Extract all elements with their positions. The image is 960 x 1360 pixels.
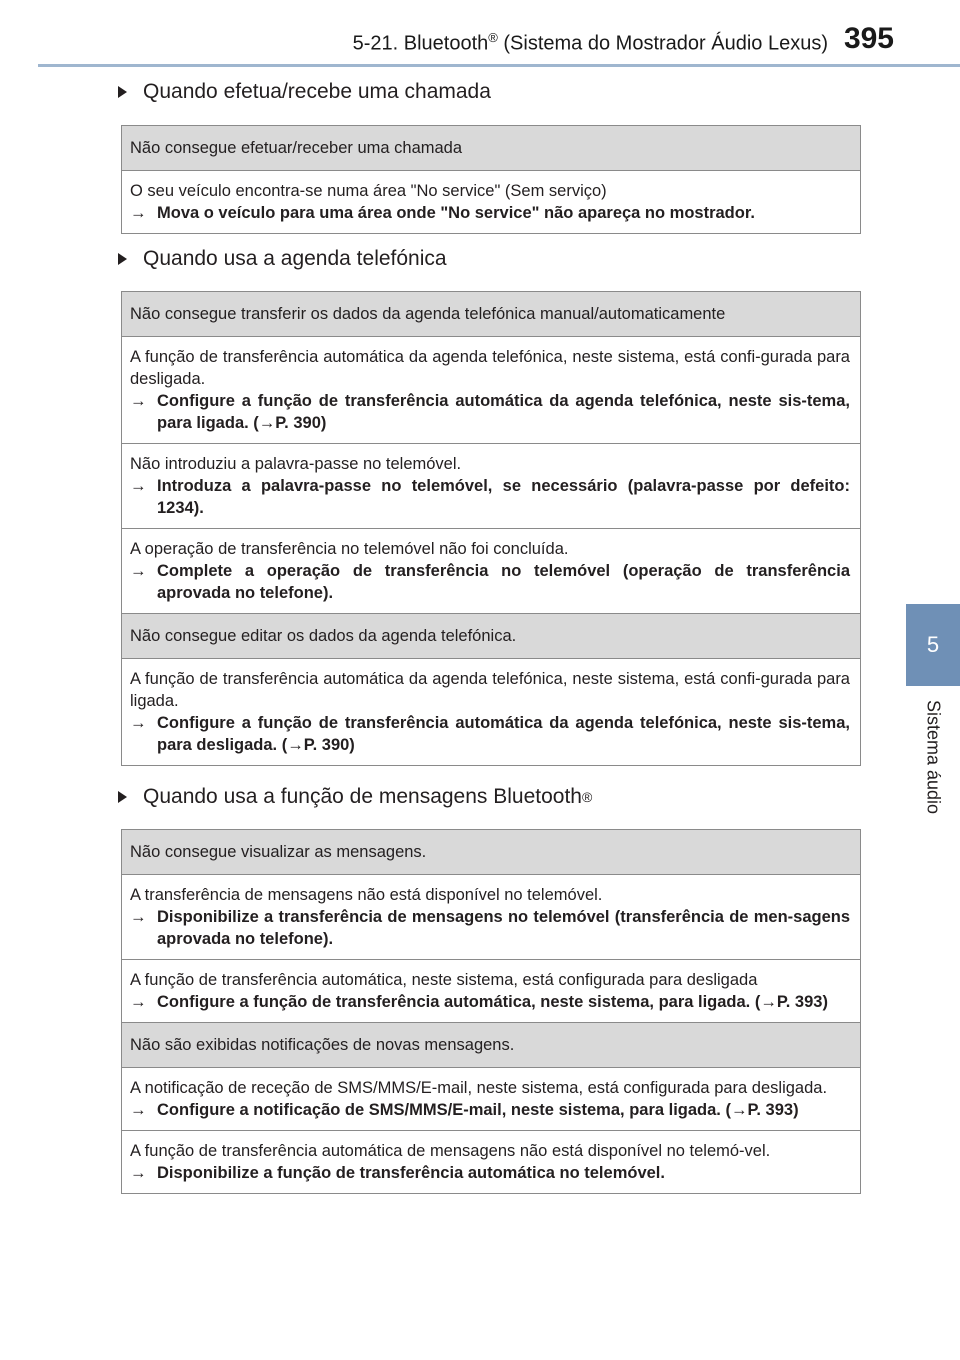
cause-description: O seu veículo encontra-se numa área "No service" (Sem serviço) bbox=[130, 182, 607, 200]
arrow-icon: → bbox=[130, 477, 147, 495]
page-reference: P. 390) bbox=[303, 736, 355, 754]
page-ref-open: ( bbox=[277, 736, 288, 754]
section-heading-text: Quando usa a função de mensagens Bluetooth bbox=[143, 785, 582, 808]
section-heading bbox=[118, 785, 592, 809]
page-header bbox=[0, 0, 960, 66]
cause-cell bbox=[122, 1068, 861, 1131]
cause-row bbox=[122, 529, 861, 614]
chapter-tab-label: Sistema áudio bbox=[923, 700, 944, 815]
arrow-icon: → bbox=[130, 993, 147, 1011]
section-heading bbox=[118, 80, 491, 104]
cause-description: A notificação de receção de SMS/MMS/E-mail, neste sistema, está configurada para desligada. bbox=[130, 1079, 828, 1097]
problem-row bbox=[122, 614, 861, 659]
page-ref-open: ( bbox=[720, 1101, 731, 1119]
page-reference: P. 393) bbox=[747, 1101, 799, 1119]
cause-description: A função de transferência automática da agenda telefónica, neste sistema, está confi-gurada para desligada. bbox=[130, 348, 850, 388]
cause-cell bbox=[122, 444, 861, 529]
problem-row bbox=[122, 292, 861, 337]
solution-text bbox=[130, 560, 850, 604]
arrow-icon: → bbox=[130, 1164, 147, 1182]
page-reference: P. 393) bbox=[776, 993, 828, 1011]
page-number: 395 bbox=[843, 22, 894, 55]
solution-label: Mova o veículo para uma área onde "No service" não apareça no mostrador. bbox=[157, 204, 755, 222]
solution-label: Disponibilize a transferência de mensagens no telemóvel (transferência de men-sagens aprovada no telefone). bbox=[157, 908, 850, 948]
solution-label: Introduza a palavra-passe no telemóvel, se necessário (palavra-passe por defeito: 1234). bbox=[157, 477, 850, 517]
cause-row bbox=[122, 444, 861, 529]
cause-row bbox=[122, 875, 861, 960]
cause-row bbox=[122, 659, 861, 766]
section-heading bbox=[118, 247, 447, 271]
cause-cell bbox=[122, 337, 861, 444]
cause-row bbox=[122, 1131, 861, 1194]
section-heading-sup: ® bbox=[582, 789, 593, 805]
triangle-bullet-icon bbox=[118, 86, 127, 98]
solution-text bbox=[130, 906, 850, 950]
chapter-tab bbox=[906, 604, 960, 686]
section-heading-text: Quando usa a agenda telefónica bbox=[143, 247, 447, 270]
cause-cell bbox=[122, 875, 861, 960]
cause-cell bbox=[122, 960, 861, 1023]
troubleshooting-table bbox=[121, 125, 861, 234]
arrow-icon: → bbox=[130, 392, 147, 410]
arrow-icon: → bbox=[130, 204, 147, 222]
problem-row bbox=[122, 126, 861, 171]
problem-row bbox=[122, 830, 861, 875]
cause-cell bbox=[122, 171, 861, 234]
registered-mark: ® bbox=[488, 30, 498, 45]
solution-text bbox=[130, 202, 850, 224]
cause-row bbox=[122, 171, 861, 234]
chapter-title-main: 5-21. Bluetooth bbox=[352, 32, 489, 55]
header-divider bbox=[38, 64, 960, 67]
solution-label: Configure a função de transferência automática da agenda telefónica, neste sis-tema, para desligada. bbox=[157, 714, 850, 754]
arrow-icon: → bbox=[130, 562, 147, 580]
chapter-tab-number: 5 bbox=[926, 632, 940, 657]
solution-label: Configure a função de transferência automática da agenda telefónica, neste sis-tema, para ligada. bbox=[157, 392, 850, 432]
solution-text bbox=[130, 1099, 850, 1121]
page-ref-arrow: → bbox=[760, 993, 777, 1011]
page-ref-arrow: → bbox=[258, 414, 276, 432]
arrow-icon: → bbox=[130, 714, 147, 732]
problem-cell: Não consegue efetuar/receber uma chamada bbox=[122, 126, 861, 171]
problem-row bbox=[122, 1023, 861, 1068]
cause-description: A transferência de mensagens não está disponível no telemóvel. bbox=[130, 886, 603, 904]
page-reference: P. 390) bbox=[275, 414, 327, 432]
chapter-title bbox=[353, 30, 828, 56]
triangle-bullet-icon bbox=[118, 253, 127, 265]
arrow-icon: → bbox=[130, 908, 147, 926]
troubleshooting-table bbox=[121, 829, 861, 1194]
cause-row bbox=[122, 960, 861, 1023]
solution-label: Configure a notificação de SMS/MMS/E-mail, neste sistema, para ligada. bbox=[157, 1101, 721, 1119]
cause-cell bbox=[122, 529, 861, 614]
cause-description: A função de transferência automática da agenda telefónica, neste sistema, está confi-gurada para ligada. bbox=[130, 670, 850, 710]
cause-description: Não introduziu a palavra-passe no telemóvel. bbox=[130, 455, 462, 473]
cause-description: A operação de transferência no telemóvel não foi concluída. bbox=[130, 540, 569, 558]
page-ref-open: ( bbox=[248, 414, 259, 432]
problem-cell: Não consegue transferir os dados da agenda telefónica manual/automaticamente bbox=[122, 292, 861, 337]
solution-text bbox=[130, 712, 850, 756]
solution-label: Complete a operação de transferência no telemóvel (operação de transferência aprovada no telefone). bbox=[157, 562, 850, 602]
solution-label: Disponibilize a função de transferência automática no telemóvel. bbox=[157, 1164, 665, 1182]
problem-cell: Não são exibidas notificações de novas mensagens. bbox=[122, 1023, 861, 1068]
cause-row bbox=[122, 337, 861, 444]
triangle-bullet-icon bbox=[118, 791, 127, 803]
page-ref-arrow: → bbox=[731, 1101, 748, 1119]
section-heading-text: Quando efetua/recebe uma chamada bbox=[143, 80, 491, 103]
cause-cell bbox=[122, 659, 861, 766]
cause-cell bbox=[122, 1131, 861, 1194]
solution-label: Configure a função de transferência automática, neste sistema, para ligada. bbox=[157, 993, 751, 1011]
problem-cell: Não consegue visualizar as mensagens. bbox=[122, 830, 861, 875]
cause-row bbox=[122, 1068, 861, 1131]
page-ref-arrow: → bbox=[287, 736, 304, 754]
solution-text bbox=[130, 991, 850, 1013]
cause-description: A função de transferência automática, neste sistema, está configurada para desligada bbox=[130, 971, 758, 989]
problem-cell: Não consegue editar os dados da agenda telefónica. bbox=[122, 614, 861, 659]
solution-text bbox=[130, 1162, 850, 1184]
cause-description: A função de transferência automática de mensagens não está disponível no telemó-vel. bbox=[130, 1142, 771, 1160]
page-ref-open: ( bbox=[750, 993, 761, 1011]
chapter-title-suffix: (Sistema do Mostrador Áudio Lexus) bbox=[497, 32, 828, 55]
solution-text bbox=[130, 475, 850, 519]
troubleshooting-table bbox=[121, 291, 861, 766]
solution-text bbox=[130, 390, 850, 434]
arrow-icon: → bbox=[130, 1101, 147, 1119]
